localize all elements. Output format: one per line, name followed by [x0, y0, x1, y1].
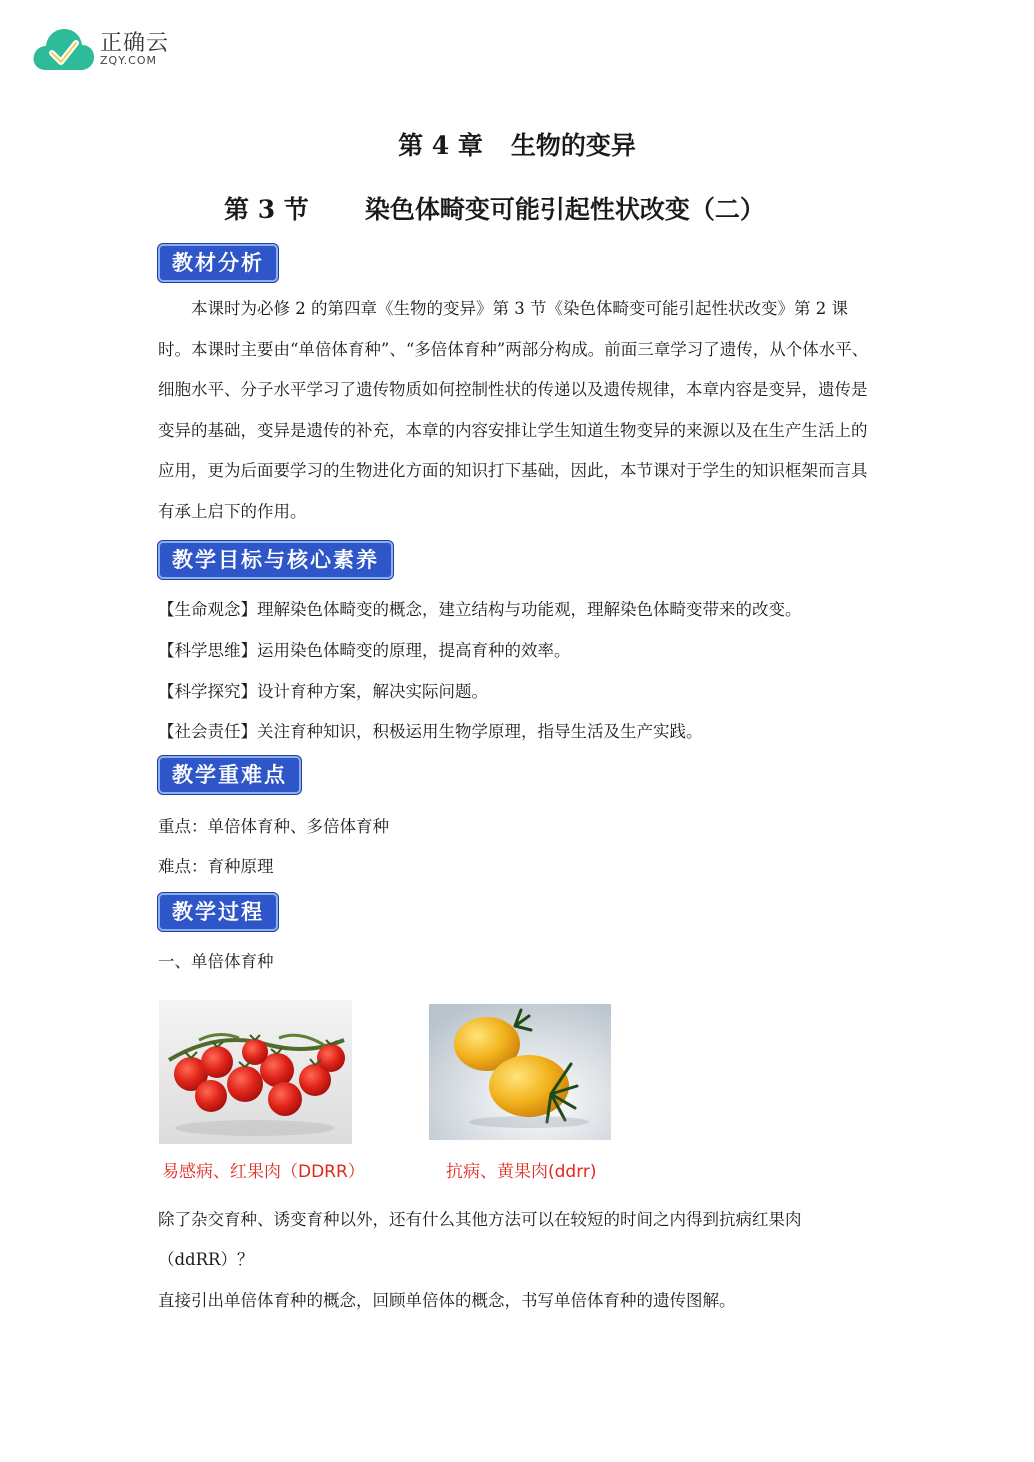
subheading-haploid-breeding: 一、单倍体育种 [158, 952, 274, 971]
section-title [224, 190, 765, 226]
instruction-line: 直接引出单倍体育种的概念，回顾单倍体的概念，书写单倍体育种的遗传图解。 [158, 1291, 736, 1310]
logo-brand-text: 正确云 [100, 31, 170, 56]
question-line-1: 除了杂交育种、诱变育种以外，还有什么其他方法可以在较短的时间之内得到抗病红果肉 [158, 1210, 802, 1229]
goal-item-scientific-inquiry: 【科学探究】设计育种方案，解决实际问题。 [158, 682, 488, 701]
chapter-title [0, 126, 1034, 162]
section-name: 染色体畸变可能引起性状改变（二） [364, 195, 765, 224]
goal-item-life-concept: 【生命观念】理解染色体畸变的概念，建立结构与功能观，理解染色体畸变带来的改变。 [158, 600, 802, 619]
caption-red-tomato: 易感病、红果肉（DDRR） [162, 1162, 365, 1182]
badge-keypoints: 教学重难点 [158, 756, 301, 794]
chapter-name: 生物的变异 [510, 131, 636, 160]
caption-yellow-tomato: 抗病、黄果肉(ddrr) [446, 1162, 597, 1182]
section-number: 第 3 节 [224, 195, 309, 224]
badge-goals: 教学目标与核心素养 [158, 541, 393, 579]
logo-domain-text: ZQY.COM [100, 54, 158, 67]
goal-item-scientific-thinking: 【科学思维】运用染色体畸变的原理，提高育种的效率。 [158, 641, 571, 660]
goal-item-social-responsibility: 【社会责任】关注育种知识，积极运用生物学原理，指导生活及生产实践。 [158, 722, 703, 741]
cloud-check-icon [30, 24, 96, 74]
badge-analysis: 教材分析 [158, 244, 278, 282]
key-point: 重点：单倍体育种、多倍体育种 [158, 817, 389, 836]
red-tomato-photo [159, 1000, 352, 1144]
yellow-tomato-photo [429, 1004, 611, 1140]
logo [30, 24, 190, 74]
badge-process: 教学过程 [158, 893, 278, 931]
difficult-point: 难点：育种原理 [158, 857, 274, 876]
analysis-paragraph: 本课时为必修 2 的第四章《生物的变异》第 3 节《染色体畸变可能引起性状改变》第 2 课时。本课时主要由“单倍体育种”、“多倍体育种”两部分构成。前面三章学习了遗传，从个体水平、细胞水平、分子水平学习了遗传物质如何控制性状的传递以及遗传规律，本章内容是变异，遗传是变异的基础，变异是遗传的补充，本章的内容安排让学生知道生物变异的来源以及在生产生活上的应用，更为后面要学习的生物进化方面的知识打下基础，因此，本节课对于学生的知识框架而言具有承上启下的作用。 [158, 299, 869, 521]
chapter-number: 第 4 章 [398, 131, 483, 160]
question-line-2: （ddRR）？ [158, 1250, 254, 1269]
